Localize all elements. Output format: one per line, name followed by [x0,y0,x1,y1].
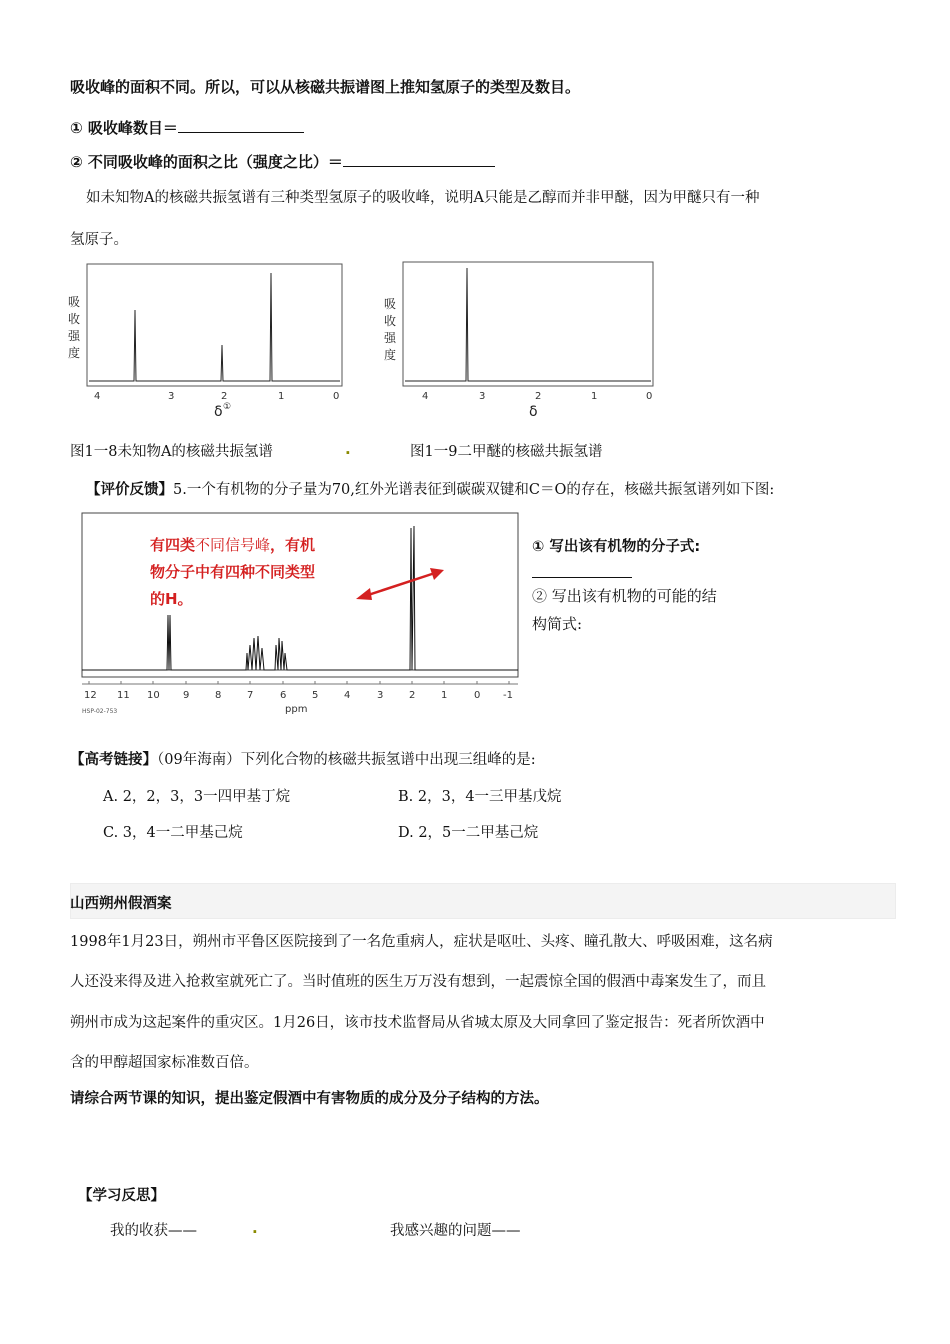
fig2-ylabel-char: 度 [384,348,397,362]
story-line: 含的甲醇超国家标准数百倍。 [70,1055,259,1071]
reflection-title: 【学习反思】 [78,1188,165,1204]
dot-mark: . [252,1219,258,1237]
feedback-xtick: 5 [312,690,319,701]
fig2-peaks [405,268,651,381]
feedback-xtick: 2 [409,690,416,701]
feedback-text: 5.一个有机物的分子量为70,红外光谱表征到碳碳双键和C＝O的存在，核磁共振氢谱列如下图: [173,482,775,498]
fig1-xlabel: δ [214,404,223,420]
fig1-ylabel [68,295,81,360]
fig2-xtick: 2 [535,391,542,402]
fig1-ylabel-char: 收 [68,312,81,326]
question-structure: ② 写出该有机物的可能的结 [532,587,717,605]
spectrum-annotation [150,532,315,613]
peak-count-label: ① 吸收峰数目＝ [70,119,178,137]
peak-ratio-item [70,151,495,172]
annotation-line: 的H。 [150,590,193,608]
option-a[interactable]: A. 2，2，3，3一四甲基丁烷 [103,789,291,805]
question-formula: ① 写出该有机物的分子式: [532,539,701,555]
fig2-ylabel [384,297,397,362]
annotation-text: 不同信号峰 [195,536,271,554]
story-line: 人还没来得及进入抢救室就死亡了。当时值班的医生万万没有想到，一起震惊全国的假酒中毒案发生了，而且 [70,974,766,990]
annotation-red: ，有机 [270,536,316,554]
fig2-ylabel-char: 吸 [384,297,397,311]
feedback-xtick: 9 [183,690,190,701]
arrow-head-left [356,588,372,600]
feedback-xtick: -1 [503,690,513,701]
fig1-xtick: 2 [221,391,228,402]
peak-count-blank[interactable] [178,118,304,133]
fig2-xlabel: δ [529,404,538,420]
fig2-xtick: 4 [422,391,429,402]
fig1-xlabel-sup: ① [223,402,232,412]
fig1-caption: 图1一8未知物A的核磁共振氢谱 [70,444,273,460]
question-structure-cont: 构简式: [532,615,583,633]
option-d[interactable]: D. 2，5一二甲基己烷 [398,825,539,841]
feedback-title: 【评价反馈】 [86,482,173,498]
feedback-xtick: 1 [441,690,448,701]
fig2-ylabel-char: 收 [384,314,397,328]
feedback-xlabel: ppm [285,704,308,715]
peak-ratio-label: ② 不同吸收峰的面积之比（强度之比）＝ [70,153,343,171]
story-line: 1998年1月23日，朔州市平鲁区医院接到了一名危重病人，症状是呕吐、头疼、瞳孔散大、呼吸困难，这名病 [70,934,773,950]
arrow-head-right [430,568,444,580]
fig2-xtick: 3 [479,391,486,402]
feedback-xtick: 6 [280,690,287,701]
feedback-xtick: 3 [377,690,384,701]
intro-line: 吸收峰的面积不同。所以，可以从核磁共振谱图上推知氢原子的类型及数目。 [70,78,581,96]
reflection-gain: 我的收获—— [110,1223,197,1239]
feedback-xtick: 10 [147,690,160,701]
feedback-xtick: 12 [84,690,97,701]
fig1-ylabel-char: 度 [68,346,81,360]
exam-question [70,748,536,769]
reflection-interest: 我感兴趣的问题—— [390,1223,521,1239]
feedback-xtick: 11 [117,690,130,701]
peak-ratio-blank[interactable] [343,152,495,167]
story-title-box [70,883,896,919]
annotation-line: 物分子中有四种不同类型 [150,563,316,581]
feedback-xtick: 8 [215,690,222,701]
fig1-xtick: 4 [94,391,101,402]
exam-text: （09年海南）下列化合物的核磁共振氢谱中出现三组峰的是: [157,752,536,768]
nmr-spectrum-fig2 [378,258,678,423]
story-line: 朔州市成为这起案件的重灾区。1月26日，该市技术监督局从省城太原及大同拿回了鉴定报告：死者所饮酒中 [70,1015,765,1031]
fig2-xtick: 0 [646,391,653,402]
annotation-red: 有四类 [150,536,196,554]
story-question: 请综合两节课的知识，提出鉴定假酒中有害物质的成分及分子结构的方法。 [70,1091,549,1107]
fig1-xtick: 0 [333,391,340,402]
option-c[interactable]: C. 3，4一二甲基己烷 [103,825,243,841]
story-title: 山西朔州假酒案 [70,896,172,912]
fig1-xtick: 1 [278,391,285,402]
feedback-xtick: 4 [344,690,351,701]
fig1-ylabel-char: 强 [68,329,81,343]
fig2-xtick: 1 [591,391,598,402]
dot-mark: . [345,440,351,458]
double-arrow [362,572,438,597]
fig1-peaks [89,273,340,381]
fig1-ylabel-char: 吸 [68,295,81,309]
option-b[interactable]: B. 2，3，4一三甲基戊烷 [398,789,562,805]
fig2-ylabel-char: 强 [384,331,397,345]
feedback-paragraph [86,478,774,499]
peak-count-item [70,117,304,138]
exam-title: 【高考链接】 [70,752,157,768]
nmr-spectrum-fig1 [60,258,360,423]
explanation-paragraph-end: 氢原子。 [70,232,128,248]
explanation-paragraph: 如未知物A的核磁共振氢谱有三种类型氢原子的吸收峰，说明A只能是乙醇而并非甲醚，因为甲醚只有一种 [86,190,760,206]
fig2-caption: 图1一9二甲醚的核磁共振氢谱 [410,444,603,460]
feedback-xtick: 0 [474,690,481,701]
formula-answer-blank[interactable] [532,577,632,578]
feedback-xtick: 7 [247,690,254,701]
fig1-xtick: 3 [168,391,175,402]
spectrum-code: HSP-02-753 [82,708,118,715]
